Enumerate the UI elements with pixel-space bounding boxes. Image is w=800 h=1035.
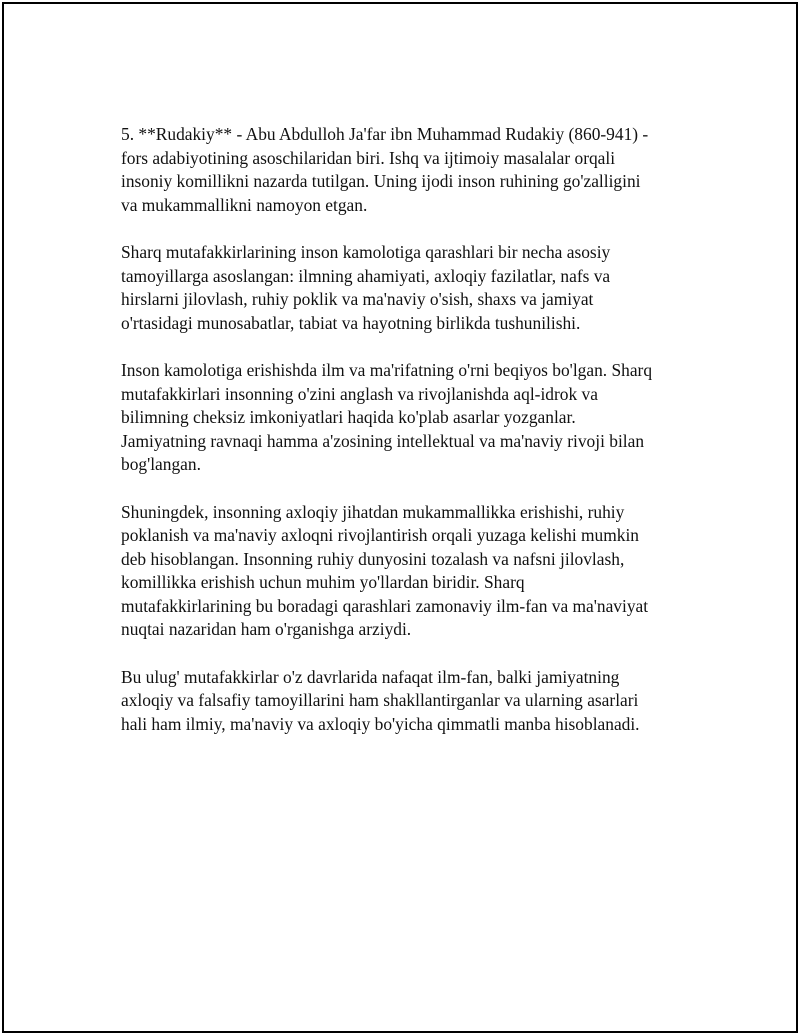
text-line: hirslarni jilovlash, ruhiy poklik va ma'naviy o'sish, shaxs va jamiyat (121, 289, 594, 310)
text-line: poklanish va ma'naviy axloqni rivojlantirish orqali yuzaga kelishi mumkin (121, 525, 639, 546)
text-line: Jamiyatning ravnaqi hamma a'zosining intellektual va ma'naviy rivoji bilan (121, 430, 645, 451)
text-line: Sharq mutafakkirlarining inson kamolotiga qarashlari bir necha asosiy (121, 241, 611, 262)
text-line: tamoyillarga asoslangan: ilmning ahamiyati, axloqiy fazilatlar, nafs va (121, 265, 611, 286)
paragraph-knowledge (121, 359, 701, 477)
text-line: komillikka erishish uchun muhim yo'llardan biridir. Sharq (121, 572, 525, 593)
text-line: axloqiy va falsafiy tamoyillarini ham shakllantirganlar va ularning asarlari (121, 690, 639, 711)
text-line: 5. **Rudakiy** - Abu Abdulloh Ja'far ibn Muhammad Rudakiy (860-941) - (121, 124, 649, 144)
text-line: va mukammallikni namoyon etgan. (121, 194, 368, 215)
paragraph-morality (121, 501, 701, 643)
text-line: Inson kamolotiga erishishda ilm va ma'rifatning o'rni beqiyos bo'lgan. Sharq (121, 359, 653, 380)
paragraph-principles (121, 241, 701, 335)
text-line: o'rtasidagi munosabatlar, tabiat va hayotning birlikda tushunilishi. (121, 312, 581, 333)
text-line: bilimning cheksiz imkoniyatlari haqida ko'plab asarlar yozganlar. (121, 407, 576, 428)
document-body (121, 123, 701, 760)
paragraph-conclusion (121, 666, 701, 737)
text-line: hali ham ilmiy, ma'naviy va axloqiy bo'yicha qimmatli manba hisoblanadi. (121, 713, 640, 734)
text-line: Bu ulug' mutafakkirlar o'z davrlarida nafaqat ilm-fan, balki jamiyatning (121, 666, 620, 687)
text-line: Shuningdek, insonning axloqiy jihatdan mukammallikka erishishi, ruhiy (121, 501, 625, 522)
text-line: mutafakkirlari insonning o'zini anglash va rivojlanishda aql-idrok va (121, 383, 598, 404)
text-line: fors adabiyotining asoschilaridan biri. Ishq va ijtimoiy masalalar orqali (121, 147, 616, 168)
text-line: nuqtai nazaridan ham o'rganishga arziydi. (121, 619, 412, 640)
text-line: bog'langan. (121, 454, 201, 475)
text-line: insoniy komillikni nazarda tutilgan. Uning ijodi inson ruhining go'zalligini (121, 171, 641, 192)
text-line: deb hisoblangan. Insonning ruhiy dunyosini tozalash va nafsni jilovlash, (121, 548, 625, 569)
text-line: mutafakkirlarining bu boradagi qarashlari zamonaviy ilm-fan va ma'naviyat (121, 595, 649, 616)
paragraph-rudakiy (121, 123, 701, 217)
page-frame (2, 2, 798, 1033)
